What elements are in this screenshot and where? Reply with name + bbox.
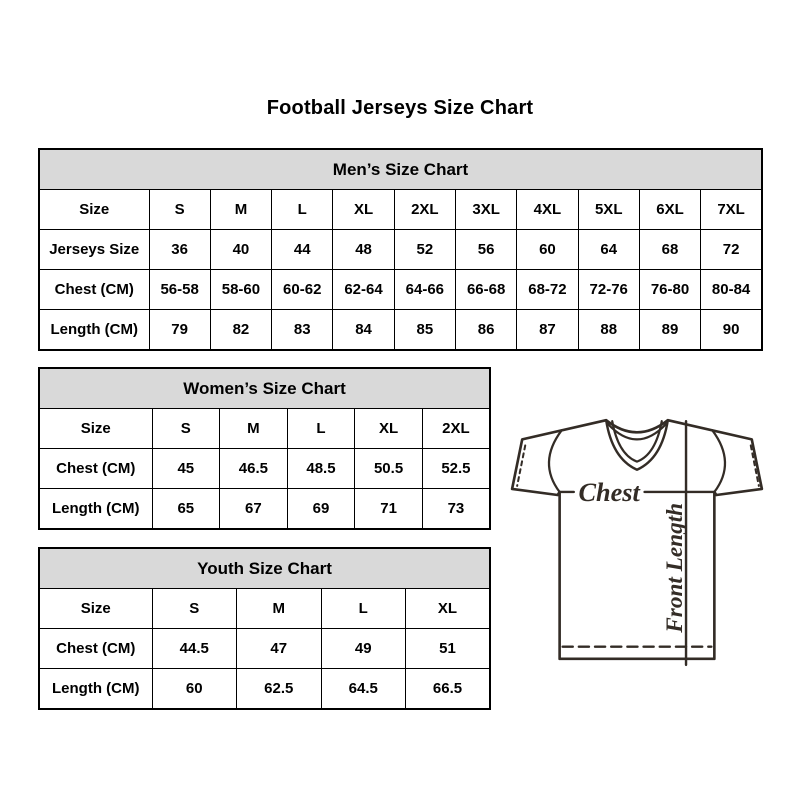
value-cell: 67 (220, 489, 288, 530)
front-length-label: Front Length (661, 502, 688, 633)
value-cell: 72-76 (578, 270, 639, 310)
value-cell: L (321, 589, 406, 629)
value-cell: 7XL (701, 190, 762, 230)
value-cell: 48 (333, 230, 394, 270)
value-cell: 62-64 (333, 270, 394, 310)
youth-size-table (38, 547, 491, 710)
value-cell: S (152, 589, 237, 629)
value-cell: 76-80 (639, 270, 700, 310)
row-label-cell: Length (CM) (39, 310, 149, 351)
value-cell: 84 (333, 310, 394, 351)
value-cell: 50.5 (355, 449, 423, 489)
table-row (39, 629, 490, 669)
value-cell: M (237, 589, 322, 629)
value-cell: XL (355, 409, 423, 449)
value-cell: 71 (355, 489, 423, 530)
value-cell: 62.5 (237, 669, 322, 710)
value-cell: 47 (237, 629, 322, 669)
row-label-cell: Chest (CM) (39, 270, 149, 310)
value-cell: 80-84 (701, 270, 762, 310)
value-cell: 60-62 (272, 270, 333, 310)
table-row (39, 489, 490, 530)
value-cell: 2XL (422, 409, 490, 449)
value-cell: M (220, 409, 288, 449)
value-cell: L (272, 190, 333, 230)
table-row (39, 270, 762, 310)
value-cell: 85 (394, 310, 455, 351)
value-cell: 83 (272, 310, 333, 351)
row-label-cell: Length (CM) (39, 669, 152, 710)
value-cell: 66.5 (406, 669, 491, 710)
value-cell: S (152, 409, 220, 449)
value-cell: 60 (517, 230, 578, 270)
value-cell: 2XL (394, 190, 455, 230)
value-cell: 45 (152, 449, 220, 489)
row-label-cell: Length (CM) (39, 489, 152, 530)
value-cell: L (287, 409, 355, 449)
value-cell: 46.5 (220, 449, 288, 489)
value-cell: 89 (639, 310, 700, 351)
value-cell: 86 (455, 310, 516, 351)
womens-size-table (38, 367, 491, 530)
value-cell: 65 (152, 489, 220, 530)
value-cell: 36 (149, 230, 210, 270)
value-cell: 51 (406, 629, 491, 669)
value-cell: 52 (394, 230, 455, 270)
value-cell: 56 (455, 230, 516, 270)
value-cell: 5XL (578, 190, 639, 230)
value-cell: 68-72 (517, 270, 578, 310)
table-row (39, 669, 490, 710)
value-cell: 6XL (639, 190, 700, 230)
row-label-cell: Size (39, 409, 152, 449)
row-label-cell: Size (39, 190, 149, 230)
value-cell: 3XL (455, 190, 516, 230)
value-cell: 60 (152, 669, 237, 710)
value-cell: 4XL (517, 190, 578, 230)
table-title: Youth Size Chart (39, 548, 490, 589)
value-cell: 69 (287, 489, 355, 530)
page-title: Football Jerseys Size Chart (266, 97, 534, 119)
chest-label: Chest (578, 478, 640, 508)
value-cell: 58-60 (210, 270, 271, 310)
value-cell: 87 (517, 310, 578, 351)
value-cell: 40 (210, 230, 271, 270)
table-row (39, 409, 490, 449)
value-cell: 48.5 (287, 449, 355, 489)
value-cell: 88 (578, 310, 639, 351)
value-cell: 68 (639, 230, 700, 270)
jersey-diagram-svg (504, 406, 772, 674)
value-cell: XL (333, 190, 394, 230)
value-cell: 49 (321, 629, 406, 669)
table-row (39, 449, 490, 489)
value-cell: S (149, 190, 210, 230)
row-label-cell: Chest (CM) (39, 629, 152, 669)
value-cell: 72 (701, 230, 762, 270)
value-cell: M (210, 190, 271, 230)
table-title: Women’s Size Chart (39, 368, 490, 409)
table-row (39, 310, 762, 351)
table-row (39, 230, 762, 270)
jersey-measurement-diagram (504, 406, 772, 674)
value-cell: 64 (578, 230, 639, 270)
value-cell: 64-66 (394, 270, 455, 310)
mens-size-table (38, 148, 763, 351)
value-cell: 90 (701, 310, 762, 351)
value-cell: 66-68 (455, 270, 516, 310)
row-label-cell: Jerseys Size (39, 230, 149, 270)
value-cell: 44 (272, 230, 333, 270)
table-row (39, 589, 490, 629)
row-label-cell: Size (39, 589, 152, 629)
value-cell: 64.5 (321, 669, 406, 710)
value-cell: 82 (210, 310, 271, 351)
value-cell: 52.5 (422, 449, 490, 489)
value-cell: 79 (149, 310, 210, 351)
value-cell: 73 (422, 489, 490, 530)
value-cell: XL (406, 589, 491, 629)
table-title: Men’s Size Chart (39, 149, 762, 190)
value-cell: 44.5 (152, 629, 237, 669)
row-label-cell: Chest (CM) (39, 449, 152, 489)
value-cell: 56-58 (149, 270, 210, 310)
table-row (39, 190, 762, 230)
